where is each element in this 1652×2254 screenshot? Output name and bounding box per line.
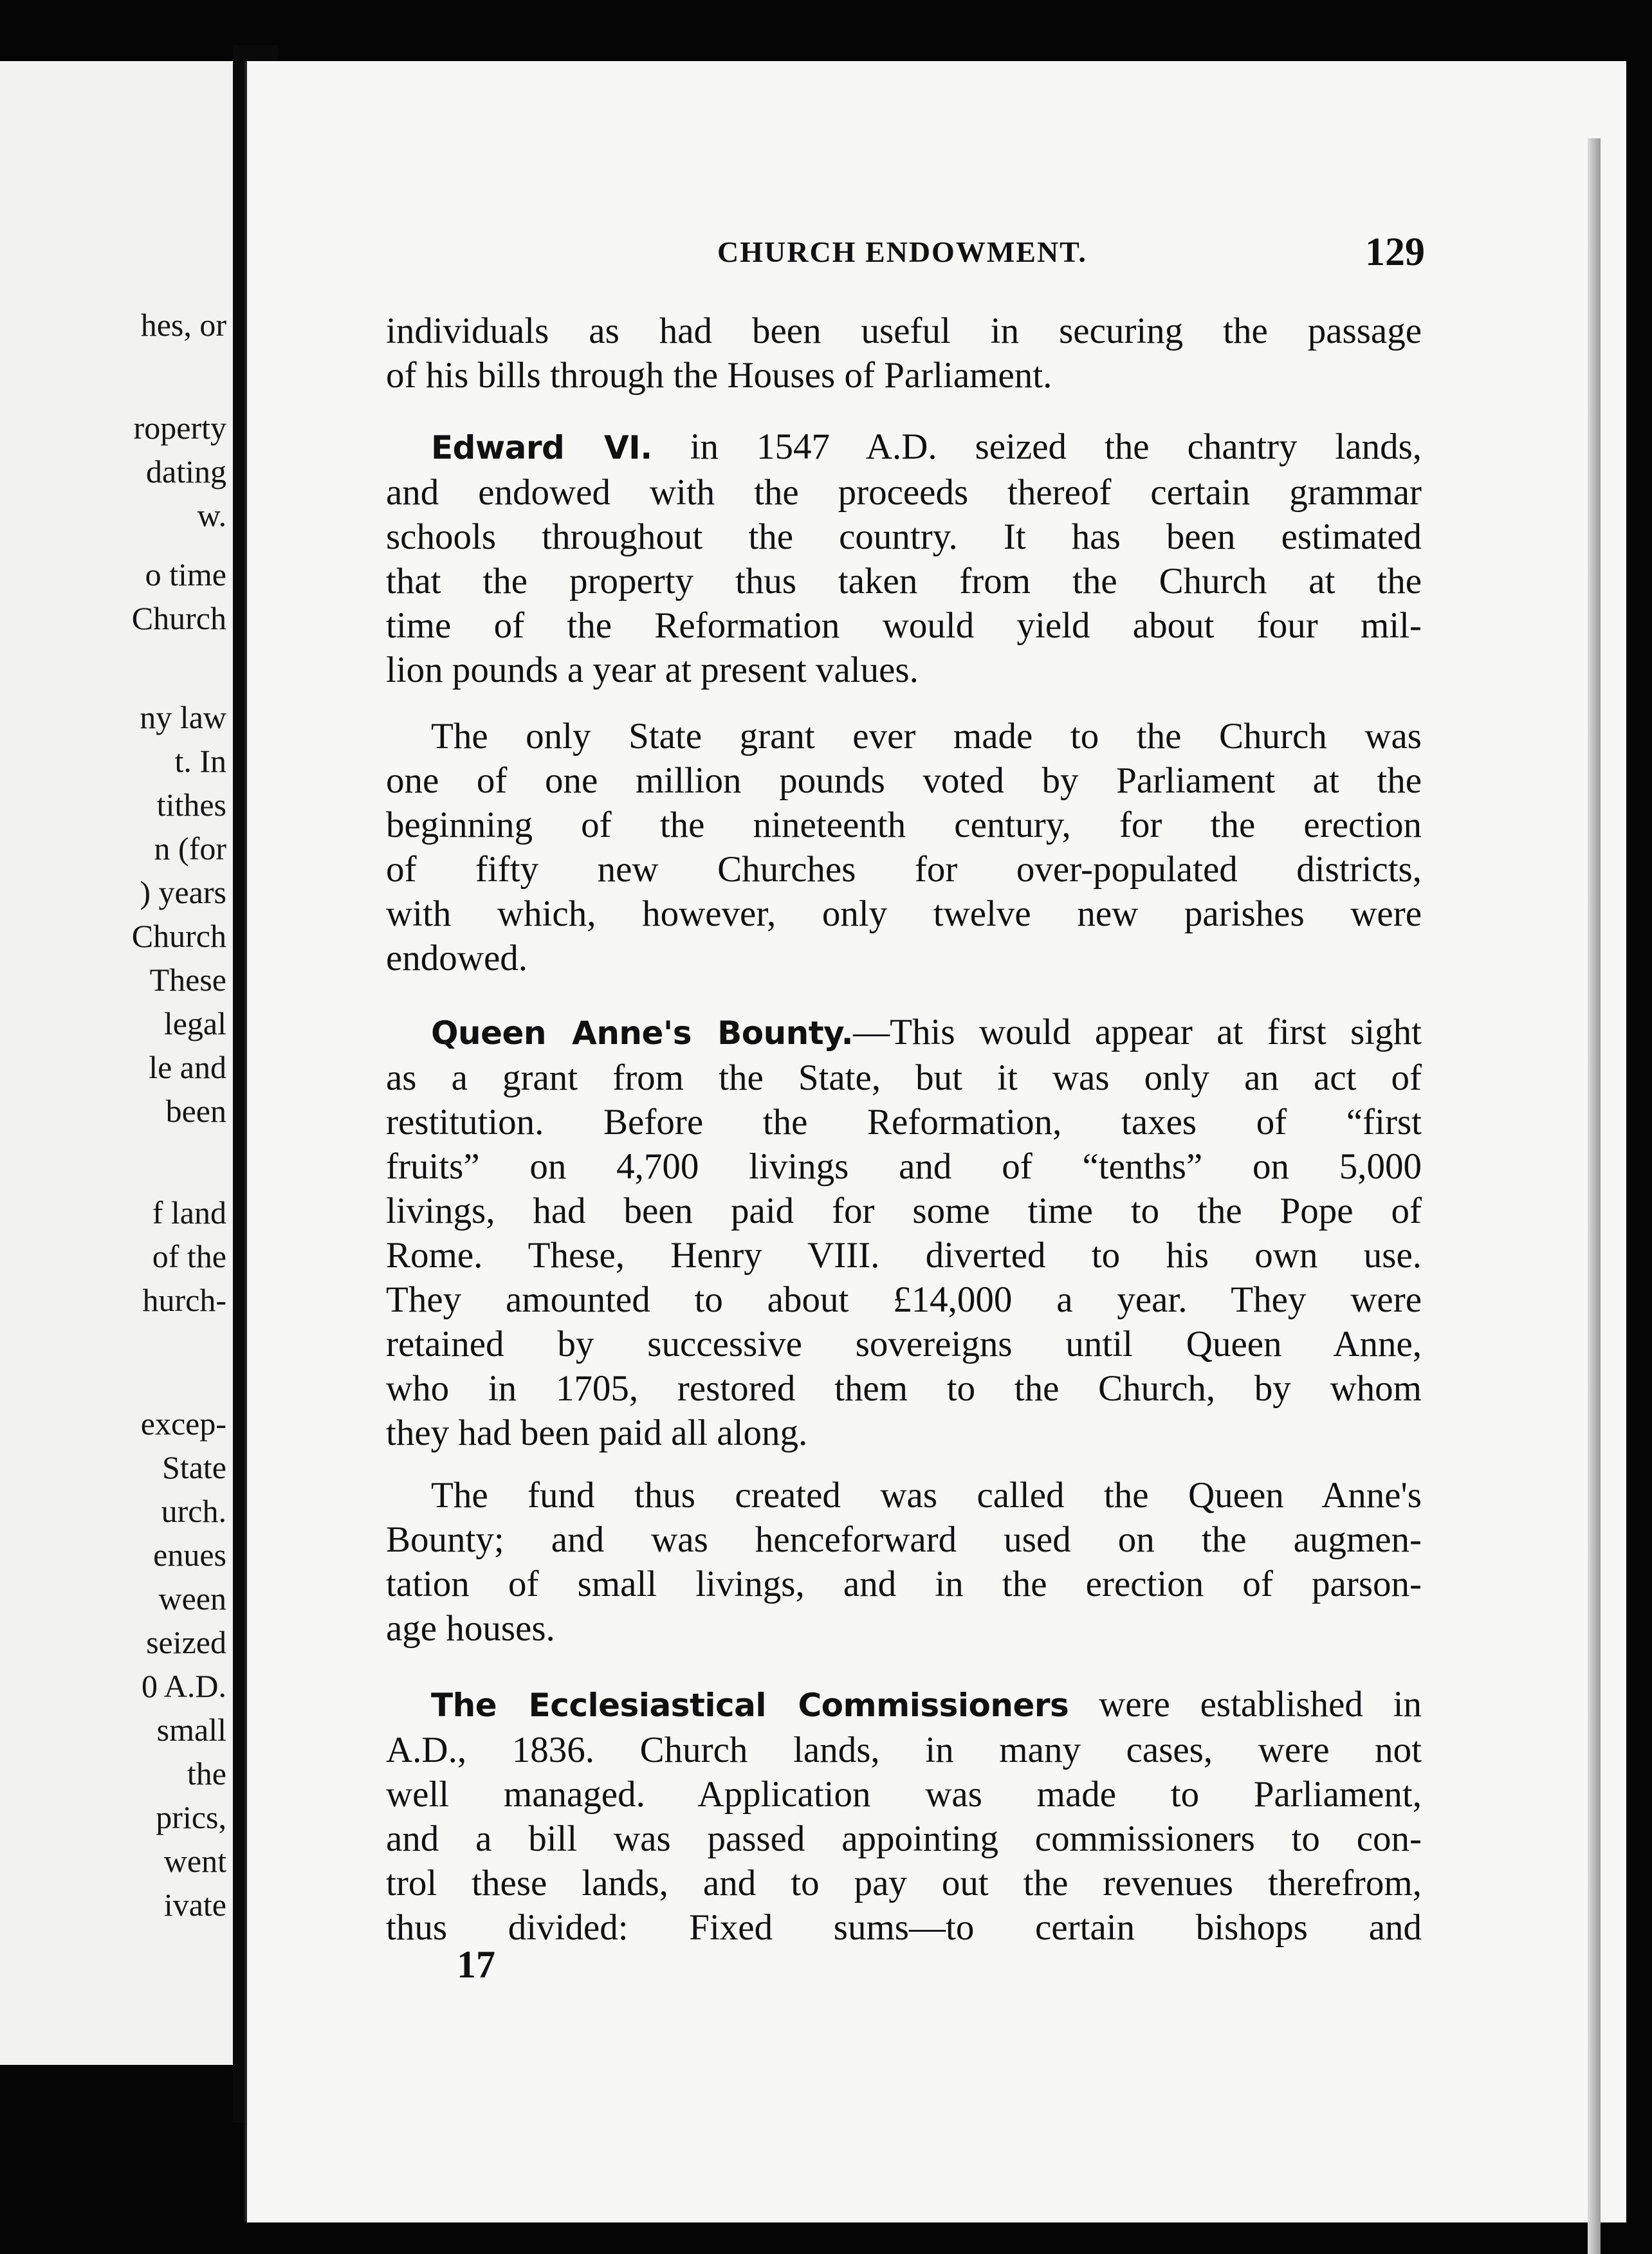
left-fragment-line: hes, or — [140, 307, 226, 343]
text-line: Rome. These, Henry VIII. diverted to his own use. — [386, 1235, 1422, 1276]
text-line: lion pounds a year at present values. — [386, 650, 919, 690]
paragraph — [386, 309, 1422, 398]
left-fragment-line: w. — [197, 497, 226, 533]
page-header — [717, 230, 1425, 286]
previous-page-fragment — [0, 61, 233, 2065]
paragraph-lead: The Ecclesiastical Commissioners — [431, 1687, 1069, 1724]
left-fragment-line: of the — [152, 1238, 226, 1274]
left-fragment-line: legal — [163, 1005, 226, 1041]
left-fragment-line: hurch- — [142, 1282, 226, 1318]
text-line: that the property thus taken from the Church at the — [386, 561, 1422, 601]
text-line: The only State grant ever made to the Church was — [431, 716, 1422, 756]
text-line: time of the Reformation would yield about four mil- — [386, 605, 1422, 646]
text-run: in 1547 A.D. seized the chantry lands, — [652, 426, 1422, 467]
text-line: endowed. — [386, 938, 528, 978]
left-fragment-line: enues — [153, 1537, 226, 1573]
left-fragment-line: roperty — [133, 410, 226, 446]
text-line: and a bill was passed appointing commissioners to con- — [386, 1819, 1422, 1859]
left-fragment-line: t. In — [174, 743, 226, 779]
left-fragment-line: ny law — [140, 699, 226, 735]
left-fragment-line: These — [149, 962, 226, 998]
left-fragment-line: been — [165, 1093, 226, 1129]
text-line: of fifty new Churches for over-populated districts, — [386, 849, 1422, 890]
page-number: 129 — [1365, 230, 1425, 274]
left-fragment-line: ween — [158, 1581, 226, 1617]
text-line: beginning of the nineteenth century, for the erection — [386, 805, 1422, 845]
text-line: The fund thus created was called the Queen Anne's — [431, 1475, 1422, 1516]
left-fragment-line: le and — [149, 1049, 226, 1085]
page-edge — [1588, 138, 1601, 2254]
left-fragment-line: o time — [145, 556, 226, 592]
text-line: schools throughout the country. It has been estimated — [386, 517, 1422, 557]
left-fragment-line: dating — [146, 454, 226, 490]
left-fragment-line: Church — [131, 600, 226, 636]
text-line: one of one million pounds voted by Parliament at the — [386, 760, 1422, 801]
left-fragment-line: seized — [146, 1624, 226, 1660]
paragraph — [386, 1473, 1422, 1651]
paragraph — [386, 1010, 1422, 1455]
left-fragment-line: prics, — [156, 1799, 226, 1835]
left-fragment-line: ) years — [140, 874, 226, 910]
text-line: as a grant from the State, but it was only an act of — [386, 1058, 1422, 1098]
text-run: were established in — [1069, 1684, 1422, 1725]
left-fragment-line: n (for — [154, 830, 226, 866]
left-fragment-line: excep- — [140, 1406, 226, 1442]
left-fragment-line: ivate — [163, 1887, 226, 1923]
left-fragment-line: went — [163, 1843, 226, 1879]
text-line: well managed. Application was made to Parliament, — [386, 1774, 1422, 1815]
text-line — [386, 1010, 1422, 1056]
text-line: of his bills through the Houses of Parliament. — [386, 355, 1052, 396]
left-fragment-line: Church — [131, 918, 226, 954]
text-line — [386, 425, 1422, 470]
text-line: livings, had been paid for some time to the Pope of — [386, 1191, 1422, 1231]
text-line: and endowed with the proceeds thereof certain grammar — [386, 472, 1422, 513]
text-line: fruits” on 4,700 livings and of “tenths” on 5,000 — [386, 1146, 1422, 1187]
paragraph-lead: Edward VI. — [431, 429, 652, 466]
paragraph — [386, 714, 1422, 980]
left-fragment-line: f land — [152, 1195, 226, 1231]
text-line: A.D., 1836. Church lands, in many cases, were not — [386, 1730, 1422, 1770]
text-run: —This would appear at first sight — [853, 1012, 1422, 1052]
left-fragment-line: small — [156, 1712, 226, 1748]
text-line: They amounted to about £14,000 a year. They were — [386, 1279, 1422, 1320]
left-fragment-line: the — [187, 1755, 226, 1791]
left-fragment-line: tithes — [156, 787, 226, 823]
text-line: individuals as had been useful in securing the passage — [386, 311, 1422, 351]
left-fragment-line: 0 A.D. — [142, 1668, 226, 1704]
left-fragment-line: urch. — [161, 1493, 226, 1529]
text-line: they had been paid all along. — [386, 1413, 808, 1453]
text-line: Bounty; and was henceforward used on the augmen- — [386, 1519, 1422, 1560]
text-line — [386, 1682, 1422, 1728]
text-line: thus divided: Fixed sums—to certain bishops and — [386, 1907, 1422, 1948]
running-head: CHURCH ENDOWMENT. — [717, 235, 1087, 268]
text-line: who in 1705, restored them to the Church, by whom — [386, 1368, 1422, 1409]
left-fragment-line: State — [162, 1449, 226, 1485]
text-line: trol these lands, and to pay out the revenues therefrom, — [386, 1863, 1422, 1903]
text-line: with which, however, only twelve new parishes were — [386, 893, 1422, 934]
signature-mark: 17 — [457, 1943, 495, 1986]
paragraph — [386, 1682, 1422, 1950]
text-line: tation of small livings, and in the erection of parson- — [386, 1564, 1422, 1604]
text-line: retained by successive sovereigns until Queen Anne, — [386, 1324, 1422, 1364]
text-line: restitution. Before the Reformation, taxes of “first — [386, 1102, 1422, 1142]
paragraph-lead: Queen Anne's Bounty. — [431, 1014, 854, 1052]
text-line: age houses. — [386, 1608, 555, 1649]
paragraph — [386, 425, 1422, 692]
